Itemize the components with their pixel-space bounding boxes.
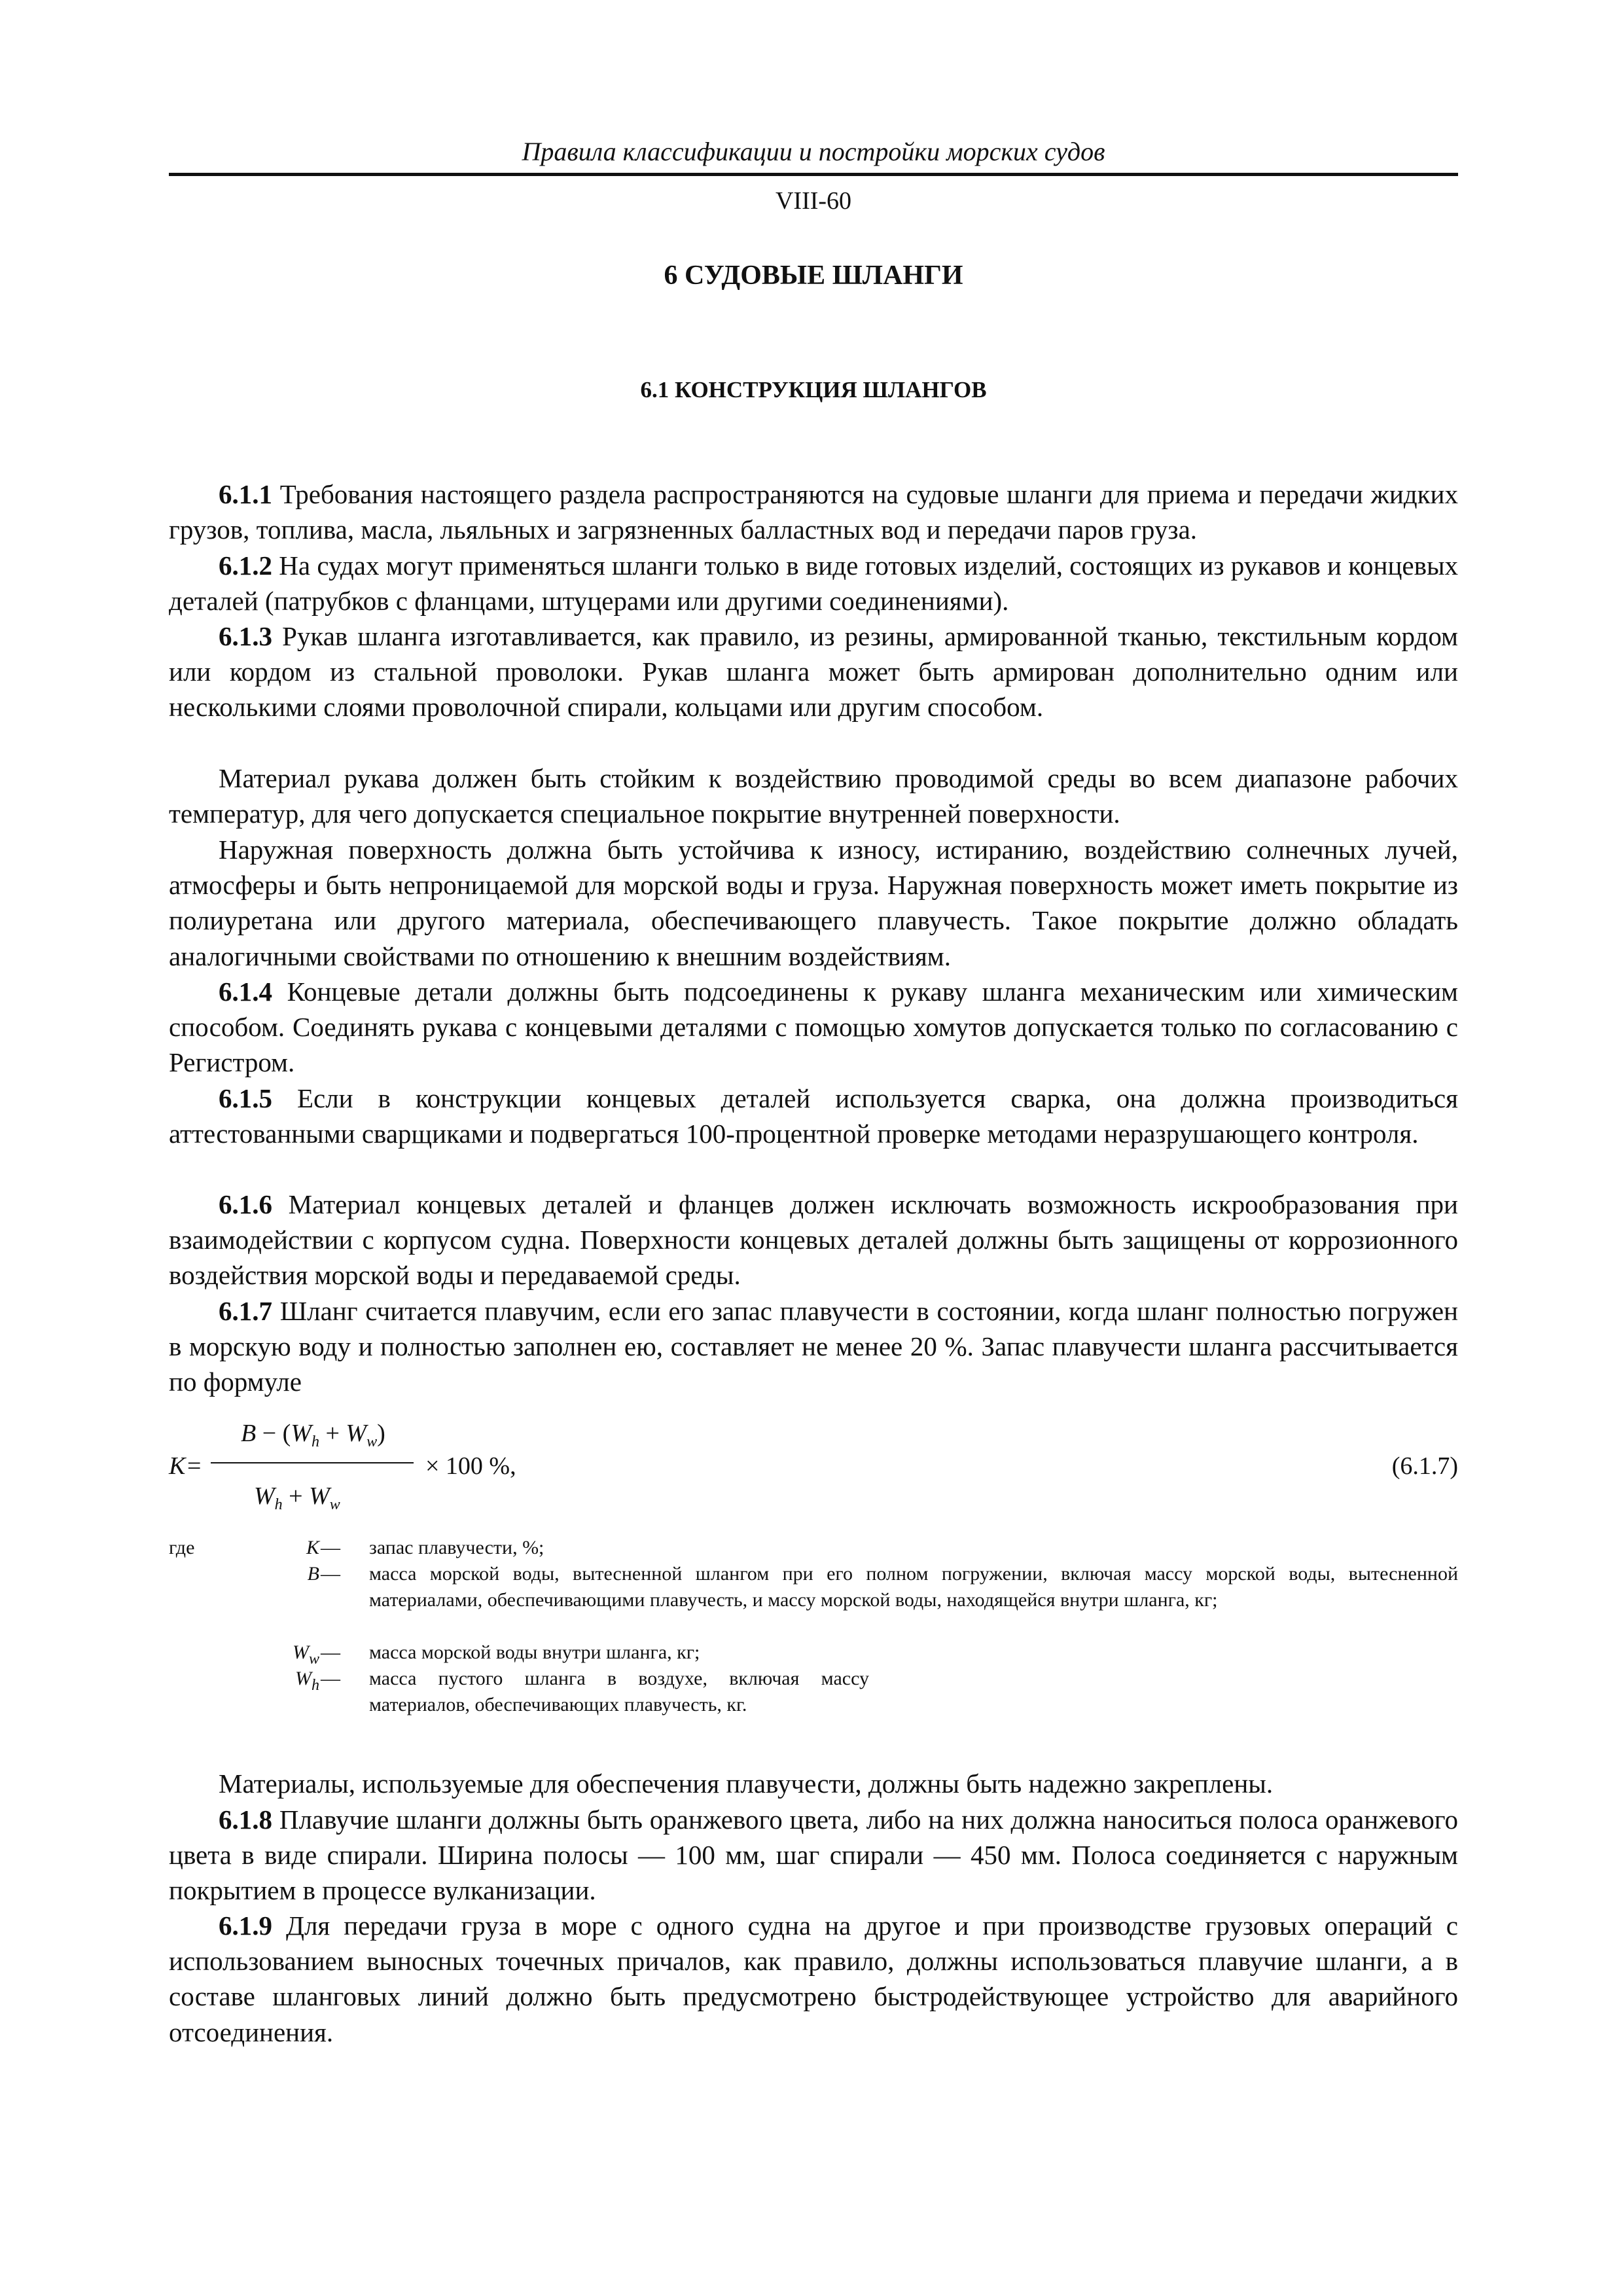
- legend-text: масса морской воды, вытесненной шлангом при его полном погружении, включая массу морской воды, вытесненной материалами, обеспечивающими плавучесть, и массу морской воды, находящейся внутри шланга, кг;: [369, 1563, 1458, 1611]
- paragraph-6-1-9: [169, 1908, 1458, 2050]
- formula-operator: ): [377, 1420, 385, 1447]
- clause-number: 6.1.4: [219, 977, 272, 1007]
- formula-subscript: h: [311, 1433, 319, 1450]
- clause-text: Для передачи груза в море с одного судна на другое и при производстве грузовых операций с использованием выносных точечных причалов, как правило, должны использоваться плавучие шланги, а в составе шланговых линий должно быть предусмотрено быстродействующее устройство для аварийного отсоединения.: [169, 1910, 1458, 2047]
- clause-text: На судах могут применяться шланги только в виде готовых изделий, состоящих из рукавов и концевых деталей (патрубков с фланцами, штуцерами или другими соединениями).: [169, 550, 1458, 617]
- paragraph-6-1-6: [169, 1187, 1458, 1293]
- clause-number: 6.1.7: [219, 1296, 272, 1326]
- paragraph-6-1-1: [169, 476, 1458, 547]
- paragraph-6-1-3: [169, 619, 1458, 725]
- legend-dash: —: [321, 1668, 340, 1689]
- paragraph-6-1-5: [169, 1081, 1458, 1151]
- formula-operator: +: [282, 1482, 310, 1510]
- subsection-title: 6.1 КОНСТРУКЦИЯ ШЛАНГОВ: [640, 377, 987, 403]
- legend-symbol: B: [307, 1563, 319, 1585]
- formula-operator: +: [319, 1420, 346, 1447]
- clause-number: 6.1.8: [219, 1804, 272, 1835]
- clause-number: 6.1.1: [219, 479, 272, 509]
- legend-dash: —: [321, 1641, 340, 1663]
- clause-number: 6.1.5: [219, 1083, 272, 1113]
- legend-dash: —: [321, 1563, 340, 1585]
- running-header: Правила классификации и постройки морских судов: [522, 137, 1105, 166]
- section-title: 6 СУДОВЫЕ ШЛАНГИ: [664, 260, 963, 291]
- clause-number: 6.1.9: [219, 1910, 272, 1941]
- legend-symbol-subscript: w: [308, 1651, 319, 1668]
- formula-symbol: W: [309, 1482, 330, 1510]
- paragraph-6-1-7: [169, 1293, 1458, 1400]
- formula-equals: =: [187, 1452, 202, 1480]
- buoyancy-formula: [169, 1419, 1458, 1517]
- formula-symbol: W: [254, 1482, 275, 1510]
- legend-text: масса морской воды внутри шланга, кг;: [369, 1641, 700, 1663]
- formula-symbol: W: [291, 1420, 312, 1447]
- clause-number: 6.1.3: [219, 621, 272, 651]
- clause-text: Плавучие шланги должны быть оранжевого цвета, либо на них должна наноситься полоса оранжевого цвета в виде спирали. Ширина полосы — 100 мм, шаг спирали — 450 мм. Полоса соединяется с наружным покрытием в процессе вулканизации.: [169, 1804, 1458, 1906]
- paragraph-6-1-3-surface: Наружная поверхность должна быть устойчива к износу, истиранию, воздействию солнечных лучей, атмосферы и быть непроницаемой для морской воды и груза. Наружная поверхность может иметь покрытие из полиуретана или другого материала, обеспечивающего плавучесть. Такое покрытие должно обладать аналогичными свойствами по отношению к внешним воздействиям.: [169, 834, 1458, 971]
- header-rule: [169, 173, 1458, 176]
- clause-number: 6.1.6: [219, 1189, 272, 1219]
- page-number: VIII-60: [775, 187, 852, 215]
- legend-text: масса пустого шланга в воздухе, включая массу материалов, обеспечивающих плавучесть, кг.: [369, 1668, 869, 1715]
- clause-text: Рукав шланга изготавливается, как правило, из резины, армированной тканью, текстильным кордом или кордом из стальной проволоки. Рукав шланга может быть армирован дополнительно одним или несколькими слоями проволочной спирали, кольцами или другим способом.: [169, 621, 1458, 723]
- legend-symbol: K: [306, 1537, 319, 1558]
- clause-text: Если в конструкции концевых деталей используется сварка, она должна производиться аттестованными сварщиками и подвергаться 100-процентной проверке методами неразрушающего контроля.: [169, 1083, 1458, 1149]
- formula-multiplier: × 100 %,: [425, 1452, 516, 1480]
- paragraph-6-1-4: [169, 974, 1458, 1081]
- formula-numerator: [241, 1419, 385, 1451]
- legend-symbol-base: W: [295, 1668, 312, 1689]
- formula-symbol: W: [346, 1420, 367, 1447]
- formula-denominator: [254, 1482, 340, 1514]
- legend-symbol-base: W: [292, 1641, 309, 1663]
- formula-subscript: h: [274, 1496, 283, 1513]
- clause-text: Концевые детали должны быть подсоединены к рукаву шланга механическим или химическим способом. Соединять рукава с концевыми деталями с помощью хомутов допускается только по согласованию с Регистром.: [169, 977, 1458, 1078]
- legend-dash: —: [321, 1537, 340, 1558]
- legend-symbol-subscript: h: [312, 1677, 319, 1694]
- paragraph-6-1-8: [169, 1802, 1458, 1909]
- legend-text: запас плавучести, %;: [369, 1537, 544, 1558]
- clause-text: Материал концевых деталей и фланцев должен исключать возможность искрообразования при взаимодействии с корпусом судна. Поверхности концевых деталей должны быть защищены от коррозионного воздействия морской воды и передаваемой среды.: [169, 1189, 1458, 1291]
- formula-subscript: w: [366, 1433, 378, 1450]
- paragraph-6-1-2: [169, 548, 1458, 619]
- formula-number: (6.1.7): [1391, 1452, 1458, 1480]
- clause-text: Требования настоящего раздела распространяются на судовые шланги для приема и передачи жидких грузов, топлива, масла, льяльных и загрязненных балластных вод и передачи паров груза.: [169, 479, 1458, 545]
- paragraph-6-1-3-material: Материал рукава должен быть стойким к воздействию проводимой среды во всем диапазоне рабочих температур, для чего допускается специальное покрытие внутренней поверхности.: [169, 763, 1458, 829]
- clause-text: Шланг считается плавучим, если его запас плавучести в состоянии, когда шланг полностью погружен в морскую воду и полностью заполнен ею, составляет не менее 20 %. Запас плавучести шланга рассчитывается по формуле: [169, 1296, 1458, 1397]
- formula-symbol: B: [241, 1420, 257, 1447]
- formula-subscript: w: [329, 1496, 340, 1513]
- formula-lhs: K: [169, 1452, 186, 1480]
- fraction-bar: [211, 1462, 414, 1463]
- legend-symbol: [295, 1666, 319, 1698]
- clause-number: 6.1.2: [219, 550, 272, 581]
- legend-where: где: [169, 1537, 195, 1558]
- formula-operator: − (: [256, 1420, 291, 1447]
- paragraph-6-1-7-materials: Материалы, используемые для обеспечения плавучести, должны быть надежно закреплены.: [219, 1768, 1274, 1799]
